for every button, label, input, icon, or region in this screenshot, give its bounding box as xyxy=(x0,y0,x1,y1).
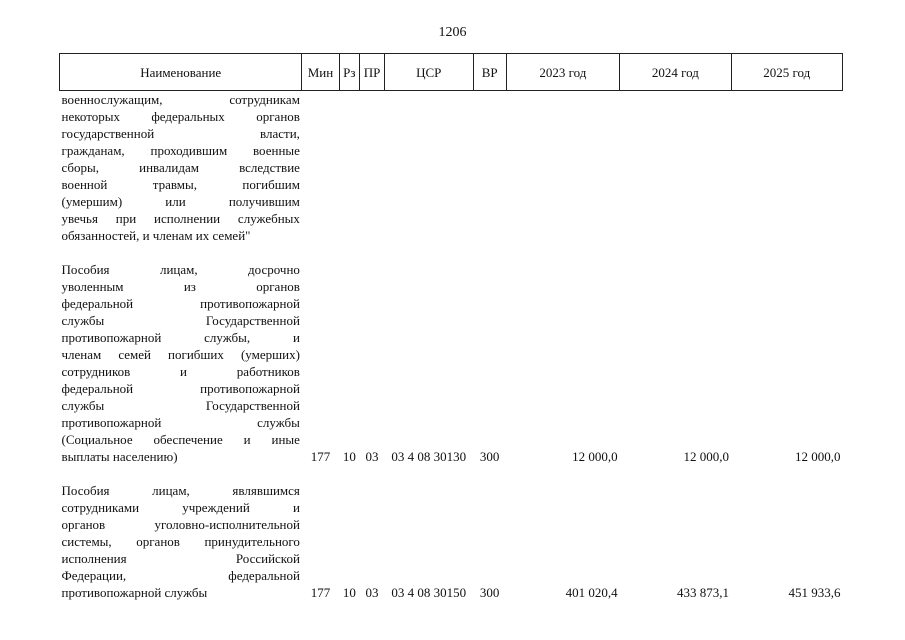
cell-y2024: 433 873,1 xyxy=(677,585,730,600)
row-spacer xyxy=(60,244,843,261)
header-pr: ПР xyxy=(360,54,385,91)
row-name-line: (умершим) или получившим xyxy=(61,194,300,209)
row-name-line: увечья при исполнении служебных xyxy=(61,211,300,226)
cell-y2024: 12 000,0 xyxy=(683,449,730,464)
row-name xyxy=(60,261,302,465)
cell-min: 177 xyxy=(310,585,331,600)
row-name-line: гражданам, проходившим военные xyxy=(61,143,300,158)
table-body xyxy=(60,91,843,602)
cell-y2024 xyxy=(620,91,731,245)
header-2025: 2025 год xyxy=(731,54,842,91)
row-name-line: исполнения Российской xyxy=(61,551,300,566)
row-name-line: службы Государственной xyxy=(61,313,300,328)
row-spacer-cell xyxy=(60,244,843,261)
row-name-line: Федерации, федеральной xyxy=(61,568,300,583)
row-name-line: федеральной противопожарной xyxy=(61,296,300,311)
header-2024: 2024 год xyxy=(620,54,731,91)
row-name-line: членам семей погибших (умерших) xyxy=(61,347,300,362)
cell-csr: 03 4 08 30150 xyxy=(391,585,467,600)
cell-y2025 xyxy=(731,91,842,245)
row-name-line: органов уголовно-исполнительной xyxy=(61,517,300,532)
cell-rz xyxy=(339,91,360,245)
row-name-line: государственной власти, xyxy=(61,126,300,141)
cell-y2023 xyxy=(506,91,619,245)
row-name-line: военной травмы, погибшим xyxy=(61,177,300,192)
row-name-line: уволенным из органов xyxy=(61,279,300,294)
header-vr: ВР xyxy=(473,54,506,91)
cell-rz: 10 xyxy=(342,449,356,464)
row-name-line: некоторых федеральных органов xyxy=(61,109,300,124)
table-row xyxy=(60,261,843,465)
cell-pr xyxy=(360,91,385,245)
header-csr: ЦСР xyxy=(384,54,473,91)
row-name-line: выплаты населению) xyxy=(61,449,178,464)
row-name-line: Пособия лицам, досрочно xyxy=(61,262,300,277)
cell-min xyxy=(302,91,339,245)
cell-rz: 10 xyxy=(342,585,356,600)
row-name-line: противопожарной службы, и xyxy=(61,330,300,345)
row-name-line: сборы, инвалидам вследствие xyxy=(61,160,300,175)
row-name-line: (Социальное обеспечение и иные xyxy=(61,432,300,447)
row-name xyxy=(60,91,302,245)
row-name-line: сотрудниками учреждений и xyxy=(61,500,300,515)
row-spacer xyxy=(60,465,843,482)
budget-table xyxy=(59,53,843,601)
row-name-line: службы Государственной xyxy=(61,398,300,413)
cell-pr: 03 xyxy=(365,449,379,464)
header-rz: Рз xyxy=(339,54,360,91)
page-number: 1206 xyxy=(438,25,467,40)
cell-y2023: 12 000,0 xyxy=(572,449,618,464)
row-spacer-cell xyxy=(60,465,843,482)
row-name-line: противопожарной службы xyxy=(61,585,208,600)
cell-vr xyxy=(473,91,506,245)
cell-vr: 300 xyxy=(479,585,500,600)
header-2023: 2023 год xyxy=(506,54,619,91)
cell-y2025: 12 000,0 xyxy=(795,449,841,464)
table-row xyxy=(60,482,843,601)
row-name-line: обязанностей, и членам их семей" xyxy=(61,228,251,243)
cell-csr: 03 4 08 30130 xyxy=(391,449,467,464)
row-name-line: сотрудников и работников xyxy=(61,364,300,379)
row-name xyxy=(60,482,302,601)
cell-vr: 300 xyxy=(479,449,500,464)
table-header-row xyxy=(60,54,843,91)
cell-y2023: 401 020,4 xyxy=(565,585,618,600)
header-min: Мин xyxy=(302,54,339,91)
cell-csr xyxy=(384,91,473,245)
header-name: Наименование xyxy=(60,54,302,91)
row-name-line: противопожарной службы xyxy=(61,415,300,430)
row-name-line: федеральной противопожарной xyxy=(61,381,300,396)
cell-y2025: 451 933,6 xyxy=(788,585,841,600)
row-name-line: системы, органов принудительного xyxy=(61,534,300,549)
cell-pr: 03 xyxy=(365,585,379,600)
cell-min: 177 xyxy=(310,449,331,464)
row-name-line: военнослужащим, сотрудникам xyxy=(61,92,300,107)
table-row xyxy=(60,91,843,245)
row-name-line: Пособия лицам, являвшимся xyxy=(61,483,300,498)
